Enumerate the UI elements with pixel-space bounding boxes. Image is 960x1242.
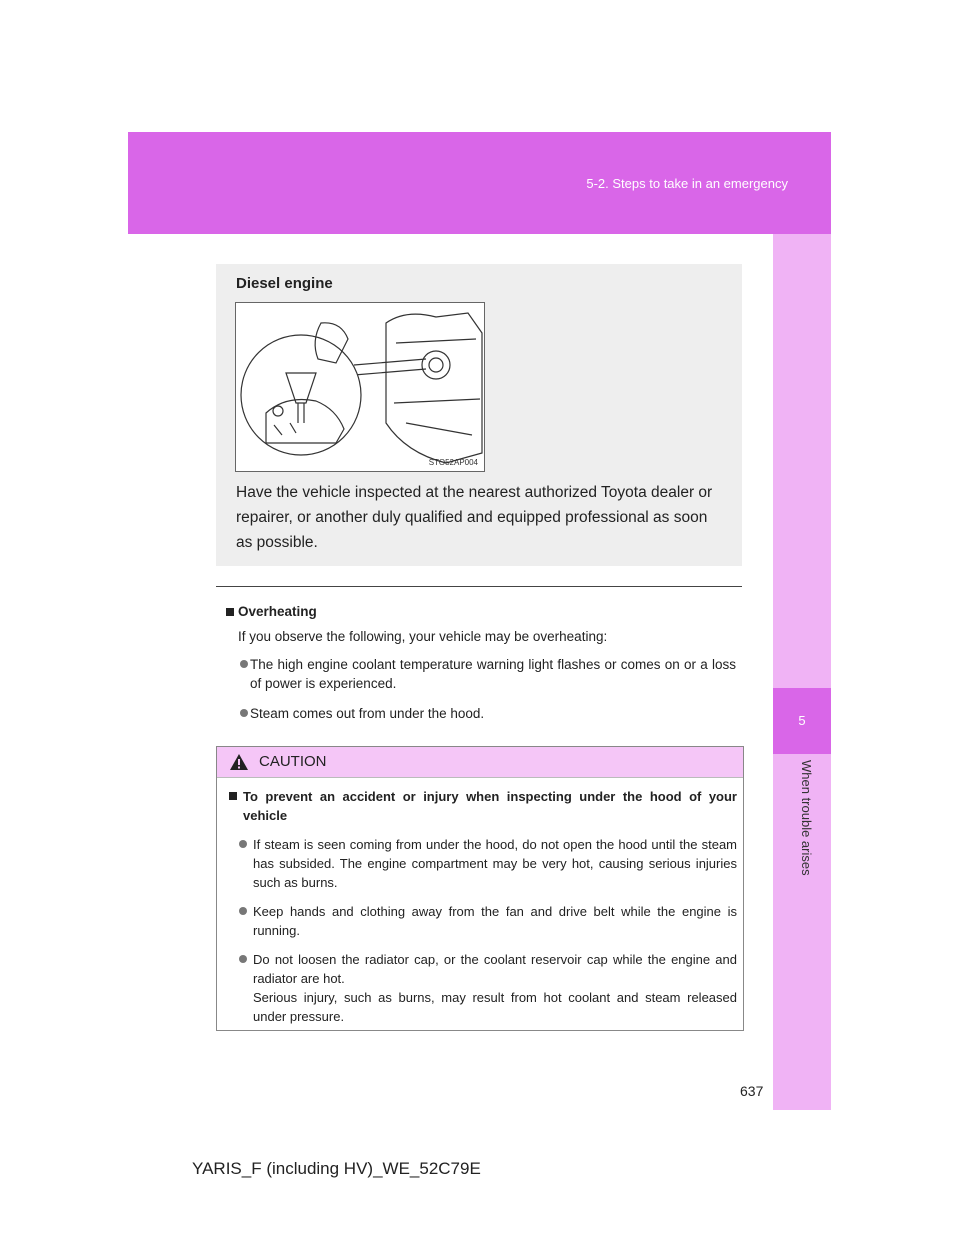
caution-label: CAUTION	[259, 753, 327, 770]
list-item: Do not loosen the radiator cap, or the coolant reservoir cap while the engine and radiator are hot. Serious injury, such as burns, may result from hot coolant and steam released under pressure.	[229, 950, 737, 1026]
caution-body	[229, 787, 737, 1026]
section-title: 5-2. Steps to take in an emergency	[586, 176, 788, 191]
figure-code: STO52AP004	[428, 458, 478, 467]
bullet-dot-icon	[239, 840, 247, 848]
diesel-title: Diesel engine	[236, 275, 333, 292]
diesel-instruction: Have the vehicle inspected at the nearest authorized Toyota dealer or repairer, or another duly qualified and equipped professional as soon as possible.	[236, 484, 713, 551]
coolant-fill-drawing	[236, 303, 484, 471]
bullet-dot-icon	[240, 709, 248, 717]
square-bullet-icon	[229, 792, 237, 800]
side-tab-label: When trouble arises	[799, 760, 814, 876]
overheating-title: Overheating	[238, 604, 317, 619]
overheating-section	[226, 604, 736, 723]
caution-title: To prevent an accident or injury when inspecting under the hood of your vehicle	[229, 787, 737, 825]
divider	[216, 586, 742, 587]
diesel-engine-box	[216, 264, 742, 566]
side-tab	[773, 234, 831, 1110]
caution-box	[216, 746, 744, 1031]
bullet-dot-icon	[239, 955, 247, 963]
list-item: Keep hands and clothing away from the fan and drive belt while the engine is running.	[229, 902, 737, 940]
page-number: 637	[740, 1083, 764, 1099]
overheating-intro: If you observe the following, your vehicle may be overheating:	[238, 629, 608, 644]
bullet-dot-icon	[240, 660, 248, 668]
square-bullet-icon	[226, 608, 234, 616]
list-item: Steam comes out from under the hood.	[226, 704, 736, 723]
warning-triangle-icon	[229, 753, 249, 771]
bullet-dot-icon	[239, 907, 247, 915]
side-tab-number: 5	[773, 688, 831, 754]
list-item: The high engine coolant temperature warning light flashes or comes on or a loss of power is experienced.	[226, 655, 736, 693]
caution-header	[217, 747, 743, 778]
engine-illustration	[235, 302, 485, 472]
footer-code: YARIS_F (including HV)_WE_52C79E	[192, 1159, 481, 1178]
list-item: If steam is seen coming from under the hood, do not open the hood until the steam has subsided. The engine compartment may be very hot, causing serious injuries such as burns.	[229, 835, 737, 892]
